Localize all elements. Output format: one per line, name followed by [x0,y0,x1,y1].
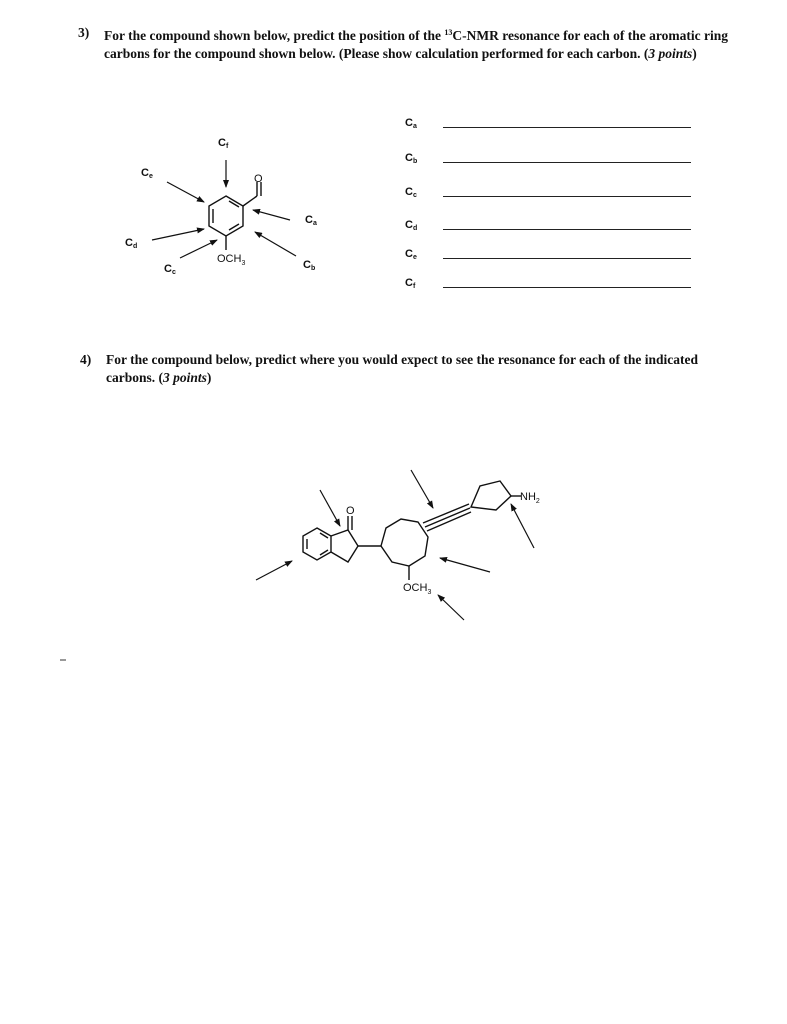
och3-label: $OCH_3$ [217,253,246,267]
arrow-q4-benzene [256,561,292,580]
arrow-q4-nh2 [511,504,534,548]
answer-line-ce[interactable] [443,258,691,259]
arrow-q4-och3 [438,595,464,620]
q4-carbonyl-oxygen-label: O [346,505,355,517]
question-4-points: 3 points [163,370,207,385]
label-ce: Ce [141,167,153,180]
q4-arrows [256,470,534,620]
question-4-number: 4) [80,352,92,367]
arrow-ca [253,210,290,220]
q4-nh2-label: $NH_2$ [520,491,540,505]
q3-arrows [152,160,296,258]
answer-label-cf: Cf [405,277,416,290]
answer-line-cd[interactable] [443,229,691,230]
label-cc: Cc [164,263,176,276]
answer-line-ca[interactable] [443,127,691,128]
question-3-points: 3 points [648,46,693,61]
q4-och3-label: $OCH_3$ [403,582,432,596]
arrow-cc [180,240,217,258]
answer-line-cf[interactable] [443,287,691,288]
arrow-q4-ring-right [440,558,490,572]
label-cf: Cf [218,137,229,150]
arrow-cd [152,229,204,240]
answer-label-cd: Cd [405,219,418,232]
arrow-q4-carbonyl [320,490,340,526]
answer-line-cc[interactable] [443,196,691,197]
carbonyl-oxygen-label: O [254,173,263,185]
answer-label-ce: Ce [405,248,417,261]
arrow-cb [255,232,296,256]
answer-label-cb: Cb [405,152,418,165]
answer-label-cc: Cc [405,186,417,199]
answer-label-ca: Ca [405,117,417,130]
question-4-text: For the compound below, predict where you would expect to see the resonance for each of the indicated carbons. (3 points) [106,352,698,385]
question-3-text: For the compound shown below, predict the position of the $^{13}$C-NMR resonance for each of the aromatic ring carbons for the compound shown below. (Please show calculation performed for each carbon. (3 points) [104,28,728,61]
label-ca: Ca [305,214,317,227]
question-3-number: 3) [78,25,90,40]
arrow-q4-ring-top [411,470,433,508]
label-cd: Cd [125,237,138,250]
label-cb: Cb [303,259,316,272]
question-4-structure-diagram [303,481,521,580]
answer-line-cb[interactable] [443,162,691,163]
arrow-ce [167,182,204,202]
